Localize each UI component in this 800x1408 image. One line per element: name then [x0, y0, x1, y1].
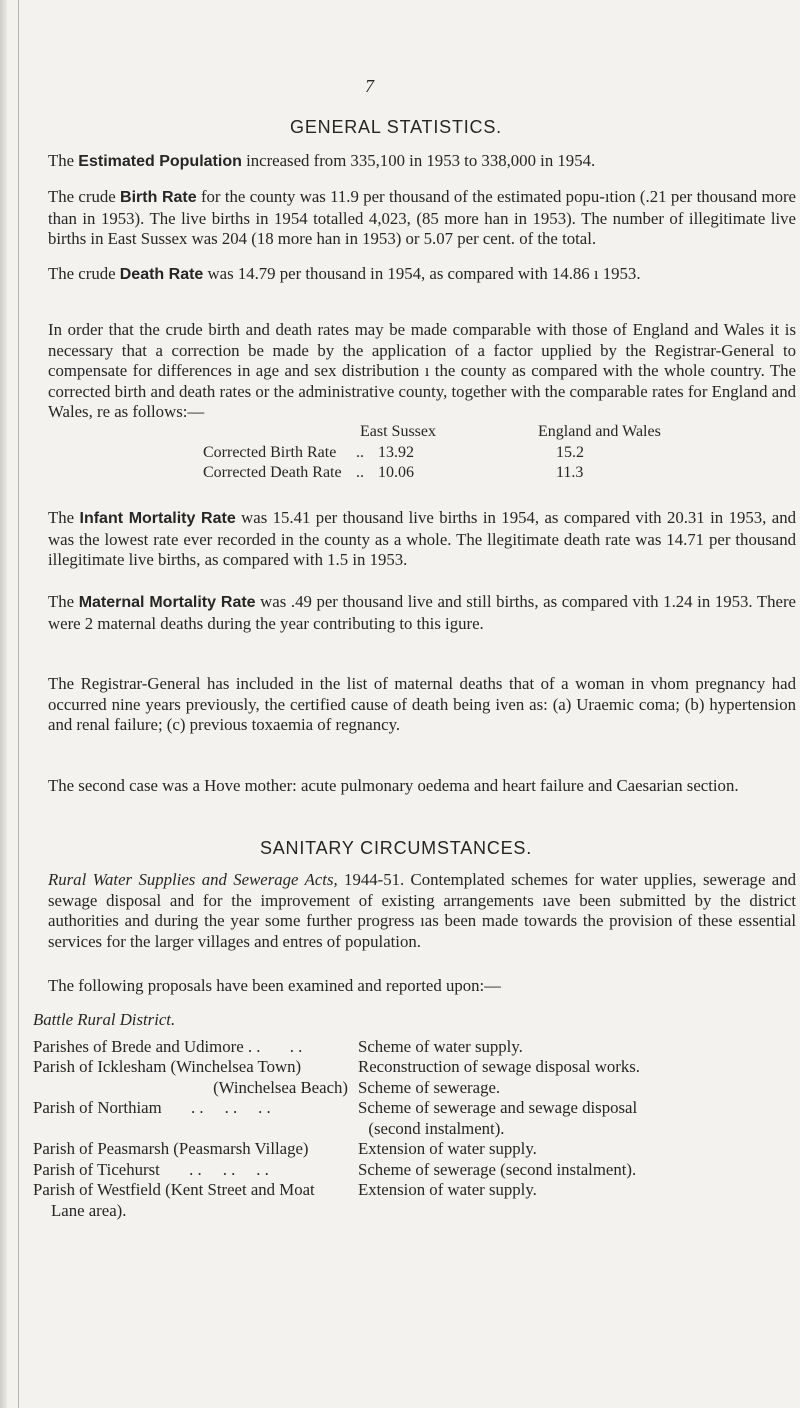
proposal-row [33, 1139, 800, 1160]
paragraph-correction-factor [26, 320, 796, 423]
proposal-scheme: (second instalment). [368, 1118, 505, 1138]
proposal-parish [33, 1119, 350, 1140]
proposal-row [33, 1160, 800, 1181]
paragraph-infant-mortality [26, 508, 796, 571]
proposal-row [33, 1057, 800, 1078]
proposal-row [33, 1119, 800, 1140]
p3-post: was 14.79 per thousand in 1954, as compared with 14.86 ı 1953. [203, 264, 641, 283]
paragraph-proposals-intro [26, 976, 796, 997]
p6-post: was .49 per thousand live and still births, as compared vith 1.24 in 1953. There were 2 maternal deaths during the year contributing to this igure. [48, 592, 797, 633]
act-title: Rural Water Supplies and Sewerage Acts, [48, 870, 338, 889]
paragraph-rural-water-supplies [26, 870, 796, 952]
keyword-death-rate: Death Rate [119, 266, 204, 283]
rate-east-value: 10.06 [378, 464, 414, 481]
proposal-scheme: Extension of water supply. [358, 1180, 537, 1199]
col-east-sussex: East Sussex [360, 423, 436, 440]
proposal-scheme: Scheme of sewerage (second instalment). [358, 1159, 637, 1179]
proposal-row [33, 1180, 800, 1201]
p2-pre: The crude [48, 187, 121, 206]
rate-label: Corrected Death Rate [203, 464, 342, 481]
col-england-wales: England and Wales [538, 423, 661, 440]
proposal-parish: (Winchelsea Beach) [213, 1077, 348, 1097]
paragraph-registrar-general [26, 674, 796, 736]
proposal-row [33, 1037, 800, 1058]
page-number: 7 [365, 76, 374, 96]
p2-post: for the county was 11.9 per thousand of the estimated popu-ıtion (.21 per thousand more than in 1953). The live births in 1954 totalled 4,023, (85 more han in 1953). The number of illegitimate live births in East Sussex was 204 (18 more han in 1953) or 5.07 per cent. of the total. [48, 187, 797, 248]
paragraph-estimated-population [26, 151, 796, 173]
rate-dots: .. [356, 443, 364, 461]
proposal-scheme: Scheme of sewerage and sewage disposal [358, 1098, 638, 1117]
proposal-scheme: Scheme of water supply. [358, 1036, 523, 1056]
rate-east-value: 13.92 [378, 443, 414, 461]
proposal-scheme: Reconstruction of sewage disposal works. [358, 1057, 640, 1076]
rate-label: Corrected Birth Rate [203, 443, 337, 461]
proposal-row [33, 1078, 800, 1099]
proposal-parish: Parishes of Brede and Udimore . . . . [33, 1036, 303, 1056]
proposal-parish: Parish of Westfield (Kent Street and Moat [33, 1180, 315, 1199]
rates-row [26, 443, 796, 464]
rate-dots: .. [356, 464, 364, 481]
p4-text: In order that the crude birth and death rates may be made comparable with those of England and Wales it is necessary that a correction be made by the application of a factor upplied by the Registrar-General to compensate for differences in age and sex distribution ı the county as compared with the whole country. The corrected birth and death rates or the administrative county, together with the comparable rates for England and Wales, re as follows:— [48, 320, 796, 421]
proposal-row [33, 1098, 800, 1119]
p10-text: The following proposals have been examined and reported upon:— [48, 976, 501, 995]
p1-post: increased from 335,100 in 1953 to 338,000 in 1954. [241, 151, 596, 170]
keyword-estimated-population: Estimated Population [78, 153, 242, 170]
proposals-list [33, 1010, 800, 1221]
proposal-row [33, 1201, 800, 1222]
rates-header-row [26, 422, 796, 443]
corrected-rates-table [26, 422, 796, 484]
p8-text: The second case was a Hove mother: acute pulmonary oedema and heart failure and Caesarian section. [48, 776, 739, 795]
rate-ew-value: 15.2 [556, 443, 584, 461]
binding-line [18, 0, 19, 1408]
keyword-infant-mortality: Infant Mortality Rate [79, 510, 236, 527]
p5-pre: The [48, 508, 80, 527]
keyword-birth-rate: Birth Rate [120, 189, 197, 206]
proposal-scheme: Extension of water supply. [358, 1139, 537, 1158]
rates-row [26, 463, 796, 484]
p1-pre: The [48, 151, 79, 170]
general-statistics-heading: GENERAL STATISTICS. [290, 117, 502, 137]
rate-ew-value: 11.3 [556, 464, 584, 481]
proposal-parish: Lane area). [51, 1200, 127, 1220]
paragraph-second-case [26, 776, 796, 797]
district-name: Battle Rural District. [33, 1010, 176, 1029]
page-edge-shadow [0, 0, 7, 1408]
proposal-parish: Parish of Peasmarsh (Peasmarsh Village) [33, 1139, 309, 1158]
p5-post: was 15.41 per thousand live births in 1954, as compared vith 20.31 in 1953, and was the lowest rate ever recorded in the county as a whole. The llegitimate death rate was 14.71 per thousand illegitimate live births, as compared with 1.5 in 1953. [48, 508, 796, 569]
p3-pre: The crude [48, 264, 120, 283]
keyword-maternal-mortality: Maternal Mortality Rate [78, 594, 256, 611]
proposal-scheme: Scheme of sewerage. [358, 1077, 501, 1097]
paragraph-death-rate [26, 264, 796, 286]
paragraph-maternal-mortality [26, 592, 796, 634]
proposal-parish: Parish of Icklesham (Winchelsea Town) [33, 1057, 302, 1076]
sanitary-circumstances-heading: SANITARY CIRCUMSTANCES. [259, 838, 533, 858]
p9-post: 1944-51. Contemplated schemes for water upplies, sewerage and sewage disposal and for the improvement of existing arrangements ıave been submitted by the district authorities and during the year some further progress ıas been made towards the provision of these essential services for the larger villages and entres of population. [48, 870, 796, 951]
proposal-parish: Parish of Northiam . . . . . . [33, 1098, 271, 1117]
p7-text: The Registrar-General has included in the list of maternal deaths that of a woman in vhom pregnancy had occurred nine years previously, the certified cause of death being iven as: (a) Uraemic coma; (b) hypertension and renal failure; (c) previous toxaemia of regnancy. [48, 674, 796, 734]
paragraph-birth-rate [26, 187, 796, 250]
proposal-parish: Parish of Ticehurst . . . . . . [33, 1159, 269, 1179]
proposal-scheme [368, 1201, 800, 1222]
p6-pre: The [48, 592, 79, 611]
